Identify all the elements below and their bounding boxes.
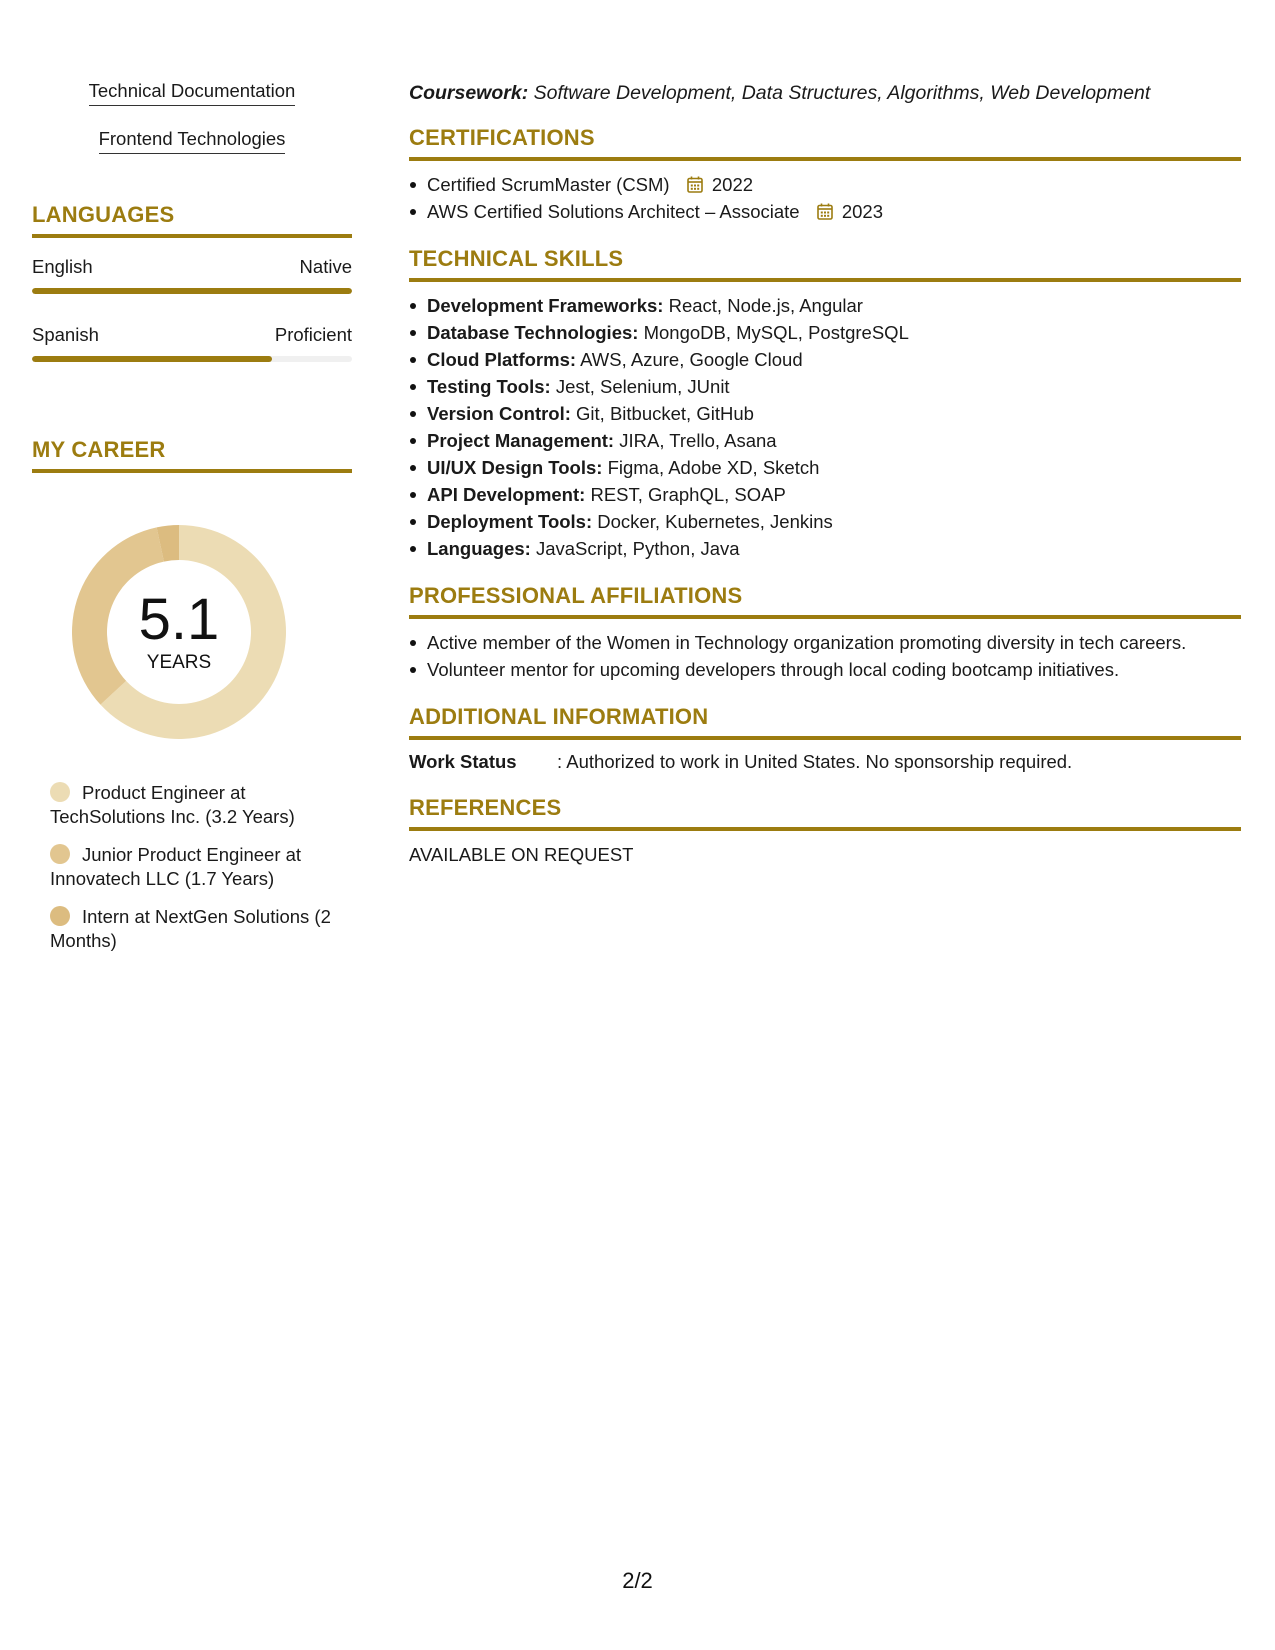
skill-item [409,292,1241,319]
skill-item [409,373,1241,400]
additional-info-title: ADDITIONAL INFORMATION [409,704,709,729]
coursework-line [409,80,1241,106]
references-section [409,794,1241,867]
career-donut-chart [64,517,294,747]
certifications-section [409,124,1241,225]
right-column [409,80,1241,867]
career-legend-label: Product Engineer at TechSolutions Inc. (3.2 Years) [50,782,295,827]
skill-item [409,454,1241,481]
skill-tag: Frontend Technologies [99,128,286,154]
career-legend-item [50,905,340,953]
section-divider [409,278,1241,282]
skill-label: UI/UX Design Tools: [427,457,603,478]
affiliation-item: Active member of the Women in Technology organization promoting diversity in tech careers. [409,629,1241,656]
career-title: MY CAREER [32,437,166,462]
career-legend-label: Intern at NextGen Solutions (2 Months) [50,906,331,951]
legend-dot [50,906,70,926]
career-total-years: 5.1 [138,587,220,652]
skill-value: Docker, Kubernetes, Jenkins [597,511,833,532]
certifications-title: CERTIFICATIONS [409,125,595,150]
skill-item [409,535,1241,562]
calendar-icon [817,203,833,220]
skill-value: AWS, Azure, Google Cloud [580,349,803,370]
skill-item [409,400,1241,427]
career-legend [50,781,340,953]
language-level: Proficient [274,324,352,345]
section-divider [409,736,1241,740]
coursework-label: Coursework: [409,82,529,104]
skill-label: Languages: [427,538,531,559]
additional-info-section [409,703,1241,774]
section-divider [32,234,352,238]
skill-value: Figma, Adobe XD, Sketch [607,457,820,478]
skill-label: Deployment Tools: [427,511,593,532]
language-level-bar [32,288,352,294]
certification-name: AWS Certified Solutions Architect – Associate [427,201,800,222]
left-column [32,80,352,967]
legend-dot [50,844,70,864]
certification-item [409,198,1241,225]
language-level-fill [32,356,272,362]
career-legend-label: Junior Product Engineer at Innovatech LLC (1.7 Years) [50,844,302,889]
skill-tag: Technical Documentation [89,80,296,106]
section-divider [409,157,1241,161]
language-level-bar [32,356,352,362]
certification-name: Certified ScrumMaster (CSM) [427,174,670,195]
skill-item [409,508,1241,535]
affiliation-item: Volunteer mentor for upcoming developers through local coding bootcamp initiatives. [409,656,1241,683]
skill-label: API Development: [427,484,586,505]
technical-skills-title: TECHNICAL SKILLS [409,246,624,271]
skill-value: JIRA, Trello, Asana [619,430,777,451]
skill-tags [32,80,352,154]
donut-center [64,517,294,747]
technical-skills-section [409,245,1241,562]
skill-label: Project Management: [427,430,615,451]
language-level-fill [32,288,352,294]
legend-dot [50,782,70,802]
language-name: English [32,256,93,277]
section-divider [409,827,1241,831]
skill-value: Git, Bitbucket, GitHub [576,403,754,424]
skill-label: Testing Tools: [427,376,551,397]
skill-label: Development Frameworks: [427,295,664,316]
certification-year: 2022 [711,174,754,195]
career-legend-item [50,781,340,829]
language-name: Spanish [32,324,99,345]
work-status-value: : Authorized to work in United States. No sponsorship required. [557,751,1073,772]
skill-value: React, Node.js, Angular [668,295,863,316]
page-number: 2/2 [622,1568,653,1593]
language-level: Native [299,256,352,277]
career-legend-item [50,843,340,891]
section-divider [32,469,352,473]
work-status-row [409,750,1241,774]
references-title: REFERENCES [409,795,562,820]
skill-item [409,346,1241,373]
skill-label: Version Control: [427,403,571,424]
affiliations-section [409,582,1241,683]
skill-value: Jest, Selenium, JUnit [555,376,730,397]
certification-item [409,171,1241,198]
career-section [32,436,352,953]
skill-label: Cloud Platforms: [427,349,577,370]
coursework-text: Software Development, Data Structures, Algorithms, Web Development [533,82,1151,104]
skill-value: JavaScript, Python, Java [535,538,740,559]
calendar-icon [687,176,703,193]
skills-list [409,292,1241,562]
work-status-label: Work Status [409,751,517,772]
certification-year: 2023 [841,201,884,222]
language-item [32,324,352,362]
references-text: AVAILABLE ON REQUEST [409,844,634,865]
skill-value: MongoDB, MySQL, PostgreSQL [643,322,909,343]
career-total-unit: YEARS [146,652,212,673]
section-divider [409,615,1241,619]
skill-item [409,481,1241,508]
skill-value: REST, GraphQL, SOAP [590,484,786,505]
affiliations-title: PROFESSIONAL AFFILIATIONS [409,583,743,608]
languages-title: LANGUAGES [32,202,175,227]
skill-item [409,319,1241,346]
skill-label: Database Technologies: [427,322,639,343]
language-item [32,256,352,294]
languages-section [32,201,352,362]
skill-item [409,427,1241,454]
